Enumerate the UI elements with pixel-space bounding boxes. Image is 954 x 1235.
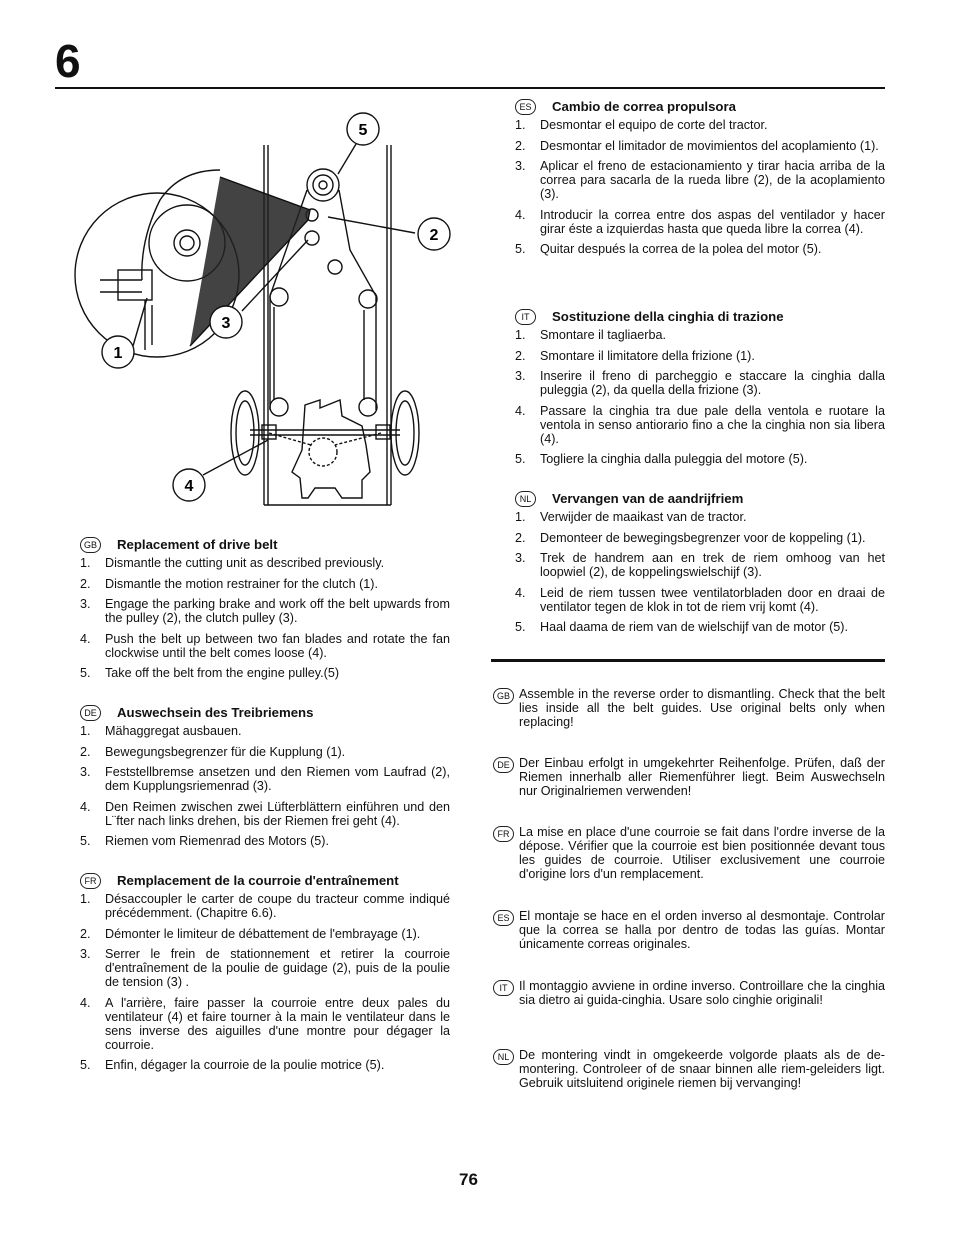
list-item: 4. Introducir la correa entre dos aspas del ventilador y hacer girar éste a izquierdas hasta que queda libre la correa (4). — [515, 207, 885, 236]
note-it — [491, 979, 885, 1007]
list-item: 4. Den Reimen zwischen zwei Lüfterblättern einführen und den L¨fter nach links drehen, bis der Riemen frei geht (4). — [80, 799, 450, 828]
language-badge-fr: FR — [493, 826, 514, 842]
list-item: 3. Feststellbremse ansetzen und den Riemen vom Laufrad (2), dem Kupplungsriemenrad (3). — [80, 765, 450, 793]
callout-4: 4 — [184, 478, 194, 495]
language-badge-nl: NL — [493, 1049, 514, 1065]
language-badge-de: DE — [493, 757, 514, 773]
header-rule — [55, 87, 885, 89]
section-title: Cambio de correa propulsora — [552, 99, 736, 114]
note-fr — [491, 825, 885, 881]
list-item: 4. A l'arrière, faire passer la courroie entre deux pales du ventilateur (4) et faire tourner à la main le ventilateur dans le sens inverse des aiguilles d'une montre pour dégager la courroie. — [80, 995, 450, 1052]
callout-1: 1 — [113, 345, 123, 362]
note-text: De montering vindt in omgekeerde volgorde plaats als de de-montering. Controleer of de snaar binnen alle riem-geleiders ligt. Gebruik uitsluitend originele riemen bij vervanging! — [519, 1048, 885, 1090]
list-item: 4. Leid de riem tussen twee ventilatorbladen door en draai de ventilator tegen de klok in tot de riem vrij komt (4). — [515, 585, 885, 614]
list-item: 1. Verwijder de maaikast van de tractor. — [515, 510, 747, 524]
language-badge-it: IT — [515, 309, 536, 325]
page-number: 76 — [459, 1170, 478, 1189]
section-title: Replacement of drive belt — [117, 537, 278, 552]
note-nl — [491, 1048, 885, 1090]
note-de — [491, 756, 885, 798]
callout-3: 3 — [221, 315, 231, 332]
section-divider — [491, 659, 885, 662]
list-item: 5. Riemen vom Riemenrad des Motors (5). — [80, 834, 329, 848]
list-item: 3. Trek de handrem aan en trek de riem omhoog van het loopwiel (2), de koppelingswielschijf (3). — [515, 551, 885, 579]
list-item: 3. Aplicar el freno de estacionamiento y tirar hacia arriba de la correa para sacarla de la rueda libre (2), de la acoplamiento (3). — [515, 159, 885, 201]
section-title: Sostituzione della cinghia di trazione — [552, 309, 784, 324]
list-item: 5. Togliere la cinghia dalla puleggia del motore (5). — [515, 452, 808, 466]
list-item: 2. Desmontar el limitador de movimientos del acoplamiento (1). — [515, 138, 879, 153]
list-item: 1. Désaccoupler le carter de coupe du tracteur comme indiqué précédemment. (Chapitre 6.6). — [80, 892, 450, 920]
callout-2: 2 — [429, 227, 439, 244]
section-it — [515, 310, 885, 473]
list-item: 1. Desmontar el equipo de corte del tractor. — [515, 118, 768, 132]
language-badge-gb: GB — [80, 537, 101, 553]
section-title: Vervangen van de aandrijfriem — [552, 491, 744, 506]
list-item: 5. Enfin, dégager la courroie de la poulie motrice (5). — [80, 1058, 385, 1072]
section-nl — [515, 492, 885, 641]
callout-5: 5 — [358, 122, 368, 139]
list-item: 3. Engage the parking brake and work off the belt upwards from the pulley (2), the clutch pulley (3). — [80, 597, 450, 625]
list-item: 4. Push the belt up between two fan blades and rotate the fan clockwise until the belt comes loose (4). — [80, 631, 450, 660]
language-badge-de: DE — [80, 705, 101, 721]
list-item: 2. Démonter le limiteur de débattement de l'embrayage (1). — [80, 926, 421, 941]
section-es — [515, 100, 885, 263]
drive-belt-diagram — [70, 100, 470, 525]
list-item: 5. Quitar después la correa de la polea del motor (5). — [515, 242, 822, 256]
language-badge-es: ES — [515, 99, 536, 115]
list-item: 1. Smontare il tagliaerba. — [515, 328, 667, 342]
list-item: 2. Demonteer de bewegingsbegrenzer voor de koppeling (1). — [515, 530, 866, 545]
note-text: El montaje se hace en el orden inverso al desmontaje. Controlar que la correa se halla por dentro de todas las guías. Montar únicamente correas originales. — [519, 909, 885, 951]
note-text: Il montaggio avviene in ordine inverso. Controillare che la cinghia sia dietro ai guida-cinghia. Usare solo cinghie originali! — [519, 979, 885, 1007]
list-item: 1. Dismantle the cutting unit as described previously. — [80, 556, 385, 570]
list-item: 2. Dismantle the motion restrainer for the clutch (1). — [80, 576, 378, 591]
section-title: Auswechsein des Treibriemens — [117, 705, 314, 720]
list-item: 5. Haal daama de riem van de wielschijf van de motor (5). — [515, 620, 848, 634]
note-text: Assemble in the reverse order to dismantling. Check that the belt lies inside all the belt guides. Use original belts only when replacing! — [519, 687, 885, 729]
list-item: 1. Mähaggregat ausbauen. — [80, 724, 242, 738]
list-item: 5. Take off the belt from the engine pulley.(5) — [80, 666, 340, 680]
note-text: La mise en place d'une courroie se fait dans l'ordre inverse de la dépose. Vérifier que la courroie est bien positionnée devant tous les guides de courroie. Utiliser exclusivement une courroie d'origine lors d'un remplacement. — [519, 825, 885, 881]
section-de — [80, 706, 450, 855]
section-gb — [80, 538, 450, 687]
list-item: 2. Smontare il limitatore della frizione (1). — [515, 348, 755, 363]
list-item: 3. Serrer le frein de stationnement et retirer la courroie d'entraînement de la poulie de guidage (2), puis de la poulie de tension (3) . — [80, 947, 450, 989]
language-badge-fr: FR — [80, 873, 101, 889]
language-badge-gb: GB — [493, 688, 514, 704]
note-text: Der Einbau erfolgt in umgekehrter Reihenfolge. Prüfen, daß der Riemen innerhalb aller Riemenführer liegt. Beim Auswechseln nur Originalriemen verwenden! — [519, 756, 885, 798]
section-title: Remplacement de la courroie d'entraînement — [117, 873, 399, 888]
list-item: 4. Passare la cinghia tra due pale della ventola e ruotare la ventola in senso antiorario fino a che la cinghia non sia libera (4). — [515, 403, 885, 446]
language-badge-it: IT — [493, 980, 514, 996]
language-badge-es: ES — [493, 910, 514, 926]
language-badge-nl: NL — [515, 491, 536, 507]
note-gb — [491, 687, 885, 729]
note-es — [491, 909, 885, 951]
list-item: 3. Inserire il freno di parcheggio e staccare la cinghia dalla puleggia (2), da quella della frizione (3). — [515, 369, 885, 397]
section-fr — [80, 874, 450, 1079]
chapter-number: 6 — [55, 35, 81, 87]
list-item: 2. Bewegungsbegrenzer für die Kupplung (1). — [80, 744, 346, 759]
